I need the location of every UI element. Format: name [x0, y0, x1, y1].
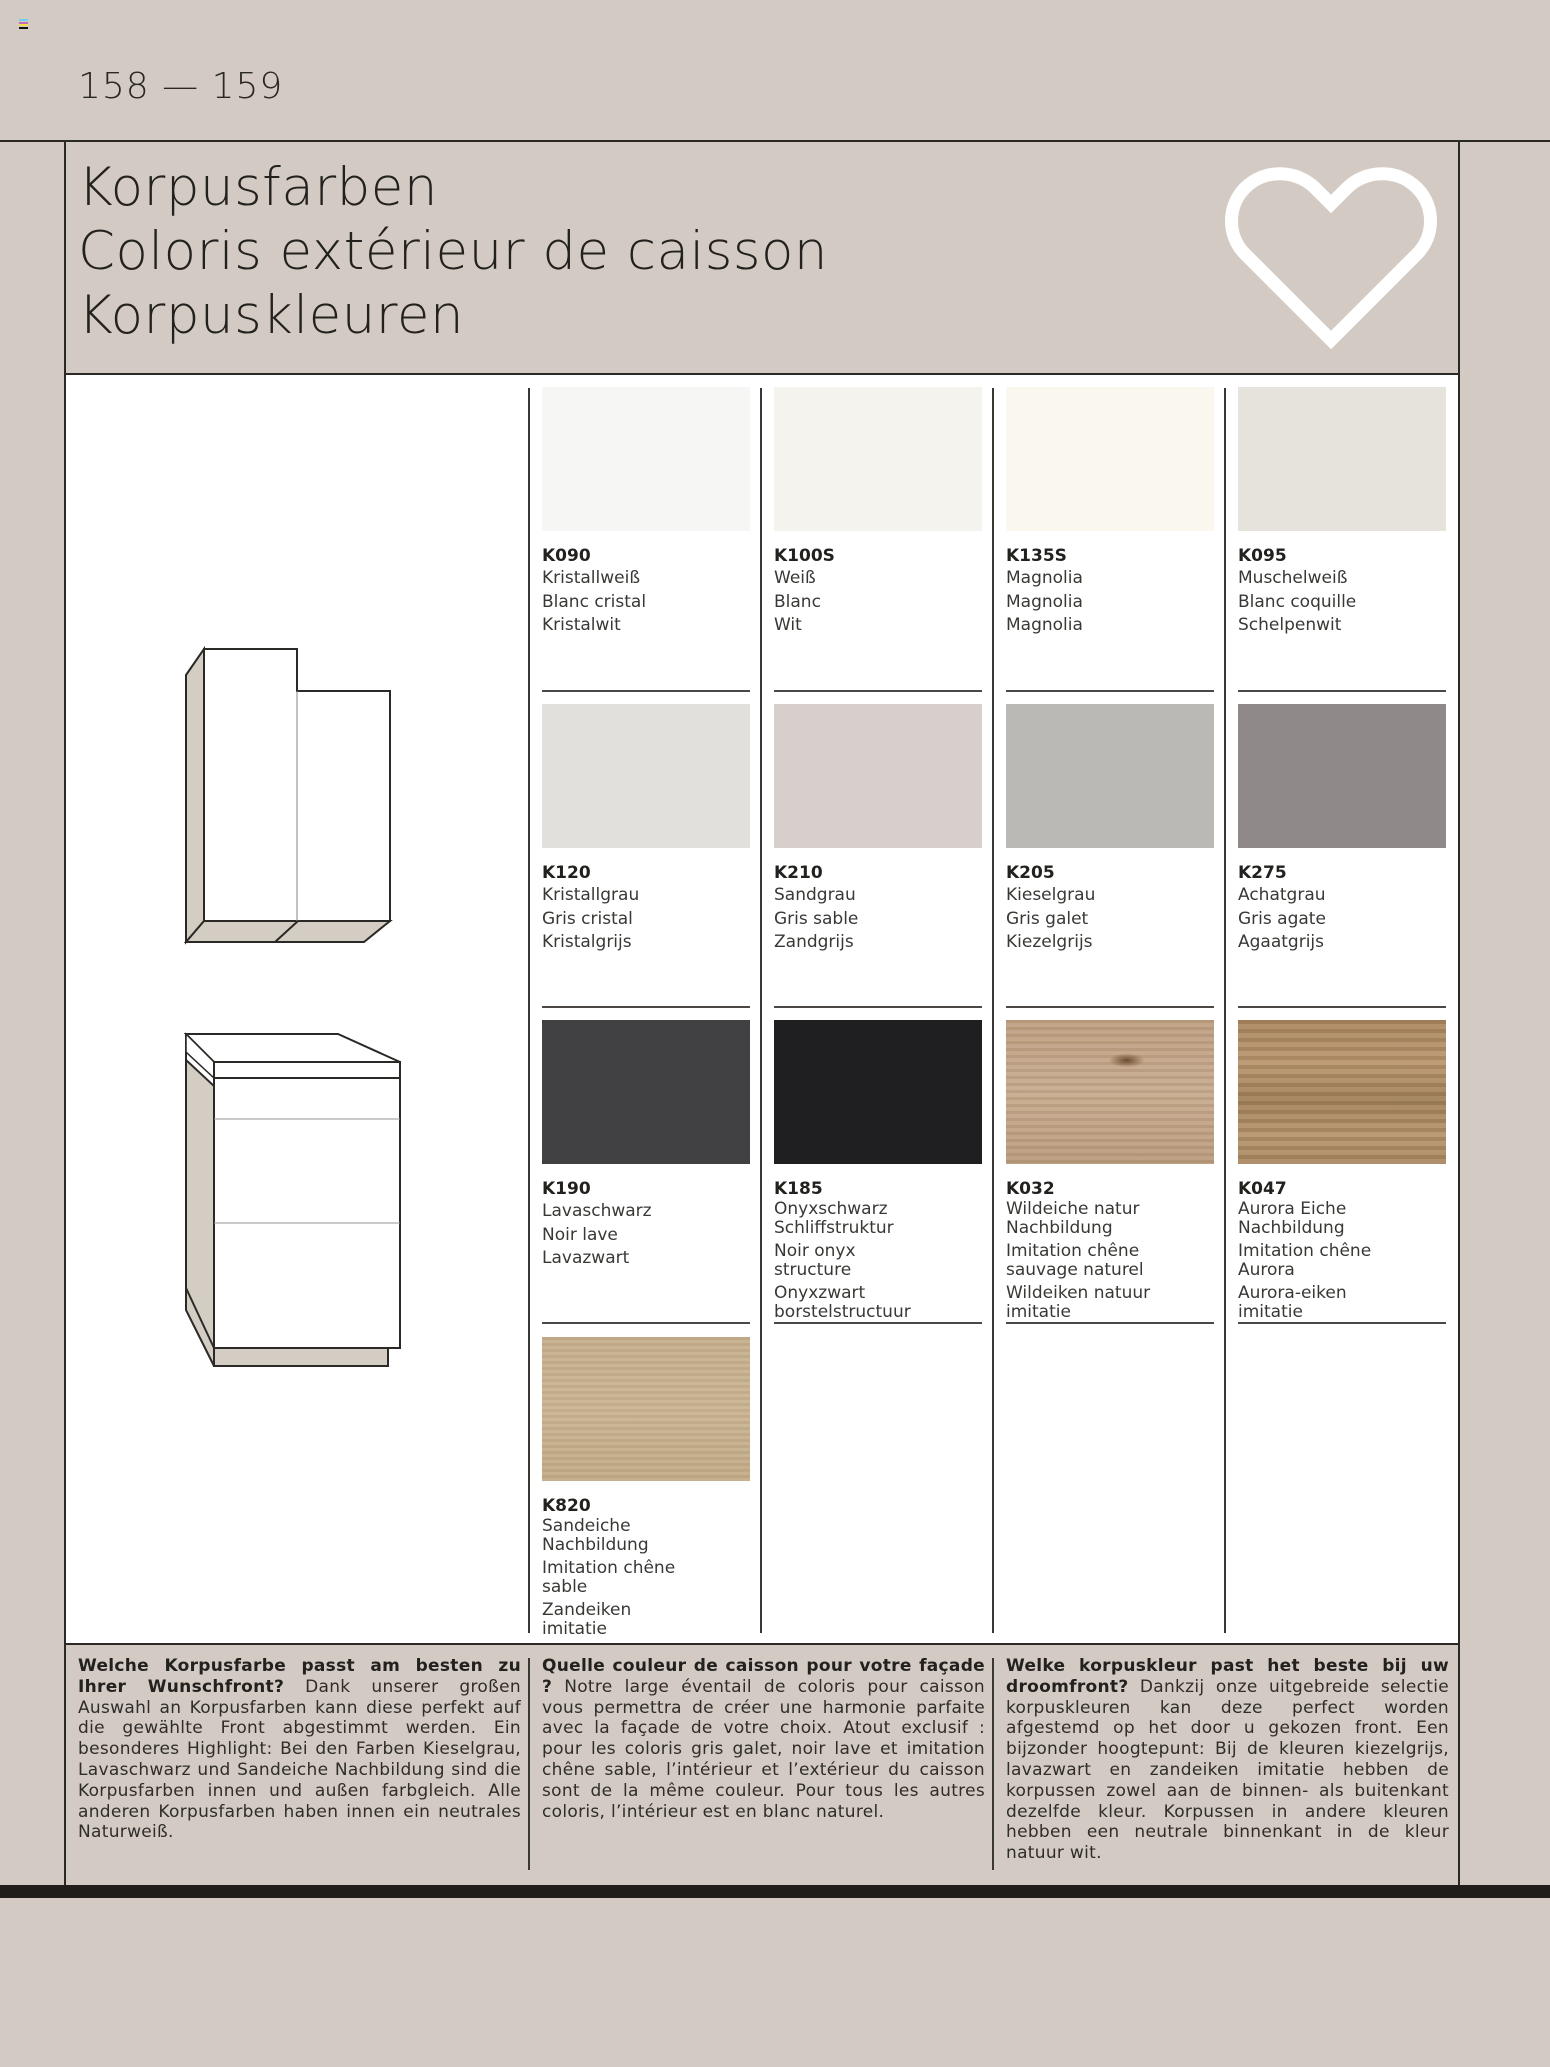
description-body: Notre large éventail de coloris pour caisson vous permettra de créer une harmonie parfaite avec la façade de votre choix. Atout exclusif : pour les coloris gris galet, noir lave et imitation chêne sable, l’intérieur et l’extérieur du caisson sont de la même couleur. Pour tous les autres coloris, l’intérieur est en blanc naturel.	[542, 1676, 985, 1822]
swatch-code: K095	[1238, 546, 1287, 566]
panel-divider	[66, 1643, 1458, 1645]
column-divider	[528, 1658, 530, 1870]
color-swatch	[1006, 387, 1214, 531]
color-swatch	[542, 387, 750, 531]
swatch-card-k047[interactable]	[1238, 1020, 1446, 1326]
heart-outline-icon	[1221, 164, 1441, 354]
title-nl: Korpuskleuren	[78, 285, 465, 346]
swatch-code: K185	[774, 1179, 823, 1199]
name-nl: Kristalgrijs	[542, 932, 632, 952]
page-numbers: 158 — 159	[78, 66, 284, 107]
description-heading: Welche Korpusfarbe passt am besten zu Ihrer Wunschfront?	[78, 1656, 521, 1697]
name-nl: Magnolia	[1006, 615, 1083, 635]
color-swatch	[1238, 387, 1446, 531]
name-fr: Imitation chêne Aurora	[1238, 1241, 1372, 1280]
column-divider	[992, 388, 994, 1633]
name-de: Lavaschwarz	[542, 1201, 652, 1221]
name-nl: Agaatgrijs	[1238, 932, 1325, 952]
name-fr: Blanc cristal	[542, 591, 647, 612]
column-divider	[528, 388, 530, 1633]
name-de: Muschelweiß	[1238, 568, 1348, 588]
name-de: Kieselgrau	[1006, 885, 1096, 905]
column-divider	[1224, 388, 1226, 1633]
row-rule	[542, 690, 750, 692]
swatch-card-k100s[interactable]	[774, 387, 982, 638]
swatch-card-k090[interactable]	[542, 387, 750, 638]
color-swatch	[774, 704, 982, 848]
print-registration-mark	[19, 19, 28, 28]
name-de: Magnolia	[1006, 568, 1083, 588]
description-heading: Quelle couleur de caisson pour votre façade ?	[542, 1656, 985, 1697]
page-header	[66, 142, 1458, 374]
name-fr: Blanc	[774, 591, 821, 612]
name-fr: Noir lave	[542, 1224, 618, 1245]
swatch-card-k120[interactable]	[542, 704, 750, 955]
title-de: Korpusfarben	[78, 157, 438, 218]
name-de: Aurora Eiche Nachbildung	[1238, 1199, 1347, 1238]
tall-cabinet-illustration	[184, 645, 394, 945]
swatch-code: K032	[1006, 1179, 1055, 1199]
name-fr: Blanc coquille	[1238, 591, 1357, 612]
name-de: Sandeiche Nachbildung	[542, 1516, 649, 1555]
swatch-card-k210[interactable]	[774, 704, 982, 955]
description-fr	[542, 1656, 985, 1822]
column-divider	[992, 1658, 994, 1870]
color-swatch	[774, 1020, 982, 1164]
row-rule	[774, 690, 982, 692]
name-nl: Wit	[774, 615, 802, 635]
swatch-card-k205[interactable]	[1006, 704, 1214, 955]
row-rule	[774, 1006, 982, 1008]
name-fr: Gris sable	[774, 908, 859, 929]
name-fr: Gris cristal	[542, 908, 633, 929]
row-rule	[542, 1322, 750, 1324]
name-de: Sandgrau	[774, 885, 856, 905]
row-rule	[1006, 1006, 1214, 1008]
swatch-card-k135s[interactable]	[1006, 387, 1214, 638]
swatch-code: K275	[1238, 863, 1287, 883]
row-rule	[1238, 1006, 1446, 1008]
swatch-code: K090	[542, 546, 591, 566]
name-fr: Imitation chêne sauvage naturel	[1006, 1241, 1144, 1280]
base-cabinet-illustration	[184, 1030, 404, 1370]
name-nl: Onyxzwart borstelstructuur	[774, 1283, 911, 1322]
name-fr: Gris agate	[1238, 908, 1326, 929]
name-nl: Kiezelgrijs	[1006, 932, 1093, 952]
color-swatch	[1238, 704, 1446, 848]
name-fr: Imitation chêne sable	[542, 1558, 676, 1597]
description-de	[78, 1656, 521, 1843]
swatch-card-k190[interactable]	[542, 1020, 750, 1271]
row-rule	[1006, 690, 1214, 692]
swatch-code: K120	[542, 863, 591, 883]
swatch-code: K820	[542, 1496, 591, 1516]
name-nl: Zandgrijs	[774, 932, 854, 952]
name-de: Wildeiche natur Nachbildung	[1006, 1199, 1140, 1238]
wood-texture-swatch	[1238, 1020, 1446, 1164]
swatch-code: K210	[774, 863, 823, 883]
color-swatch	[774, 387, 982, 531]
name-de: Kristallweiß	[542, 568, 641, 588]
name-nl: Lavazwart	[542, 1248, 630, 1268]
row-rule	[1006, 1322, 1214, 1324]
swatch-card-k185[interactable]	[774, 1020, 982, 1326]
column-divider	[760, 388, 762, 1633]
wood-texture-swatch	[542, 1337, 750, 1481]
row-rule	[1238, 1322, 1446, 1324]
name-fr: Gris galet	[1006, 908, 1089, 929]
footer-bar	[0, 1885, 1550, 1898]
description-body: Dank unserer großen Auswahl an Korpusfarben kann diese perfekt auf die gewählte Front abgestimmt werden. Ein besonderes Highlight: Bei den Farben Kieselgrau, Lavaschwarz und Sandeiche Nachbildung sind die Korpusfarben innen und außen farbgleich. Alle anderen Korpusfarben haben innen ein neutrales Naturweiß.	[78, 1676, 521, 1843]
name-nl: Zandeiken imitatie	[542, 1600, 632, 1639]
swatch-card-k275[interactable]	[1238, 704, 1446, 955]
swatch-code: K047	[1238, 1179, 1287, 1199]
name-nl: Schelpenwit	[1238, 615, 1342, 635]
color-swatch	[542, 1020, 750, 1164]
name-de: Onyxschwarz Schliffstruktur	[774, 1199, 894, 1238]
description-body: Dankzij onze uitgebreide selectie korpuskleuren kan deze perfect worden afgestemd op het door u gekozen front. Een bijzonder hoogtepunt: Bij de kleuren kiezelgrijs, lavazwart en zandeiken imitatie hebben de korpussen zowel aan de binnen- als buitenkant dezelfde kleur. Korpussen in andere kleuren hebben een neutrale binnenkant in de kleur natuur wit.	[1006, 1676, 1449, 1864]
row-rule	[1238, 690, 1446, 692]
row-rule	[542, 1006, 750, 1008]
swatch-code: K205	[1006, 863, 1055, 883]
name-de: Weiß	[774, 568, 816, 588]
description-heading: Welke korpuskleur past het beste bij uw droomfront?	[1006, 1656, 1449, 1697]
page-title	[78, 156, 828, 348]
swatch-code: K135S	[1006, 546, 1067, 566]
name-de: Kristallgrau	[542, 885, 640, 905]
description-nl	[1006, 1656, 1449, 1864]
swatch-card-k820[interactable]	[542, 1337, 750, 1643]
name-nl: Kristalwit	[542, 615, 621, 635]
swatch-code: K100S	[774, 546, 835, 566]
name-fr: Noir onyx structure	[774, 1241, 856, 1280]
swatch-card-k095[interactable]	[1238, 387, 1446, 638]
swatch-code: K190	[542, 1179, 591, 1199]
color-swatch	[542, 704, 750, 848]
color-swatch	[1006, 704, 1214, 848]
wood-texture-swatch	[1006, 1020, 1214, 1164]
name-de: Achatgrau	[1238, 885, 1326, 905]
name-nl: Wildeiken natuur imitatie	[1006, 1283, 1151, 1322]
title-fr: Coloris extérieur de caisson	[78, 221, 829, 282]
row-rule	[774, 1322, 982, 1324]
name-fr: Magnolia	[1006, 591, 1083, 612]
name-nl: Aurora-eiken imitatie	[1238, 1283, 1347, 1322]
swatch-card-k032[interactable]	[1006, 1020, 1214, 1326]
